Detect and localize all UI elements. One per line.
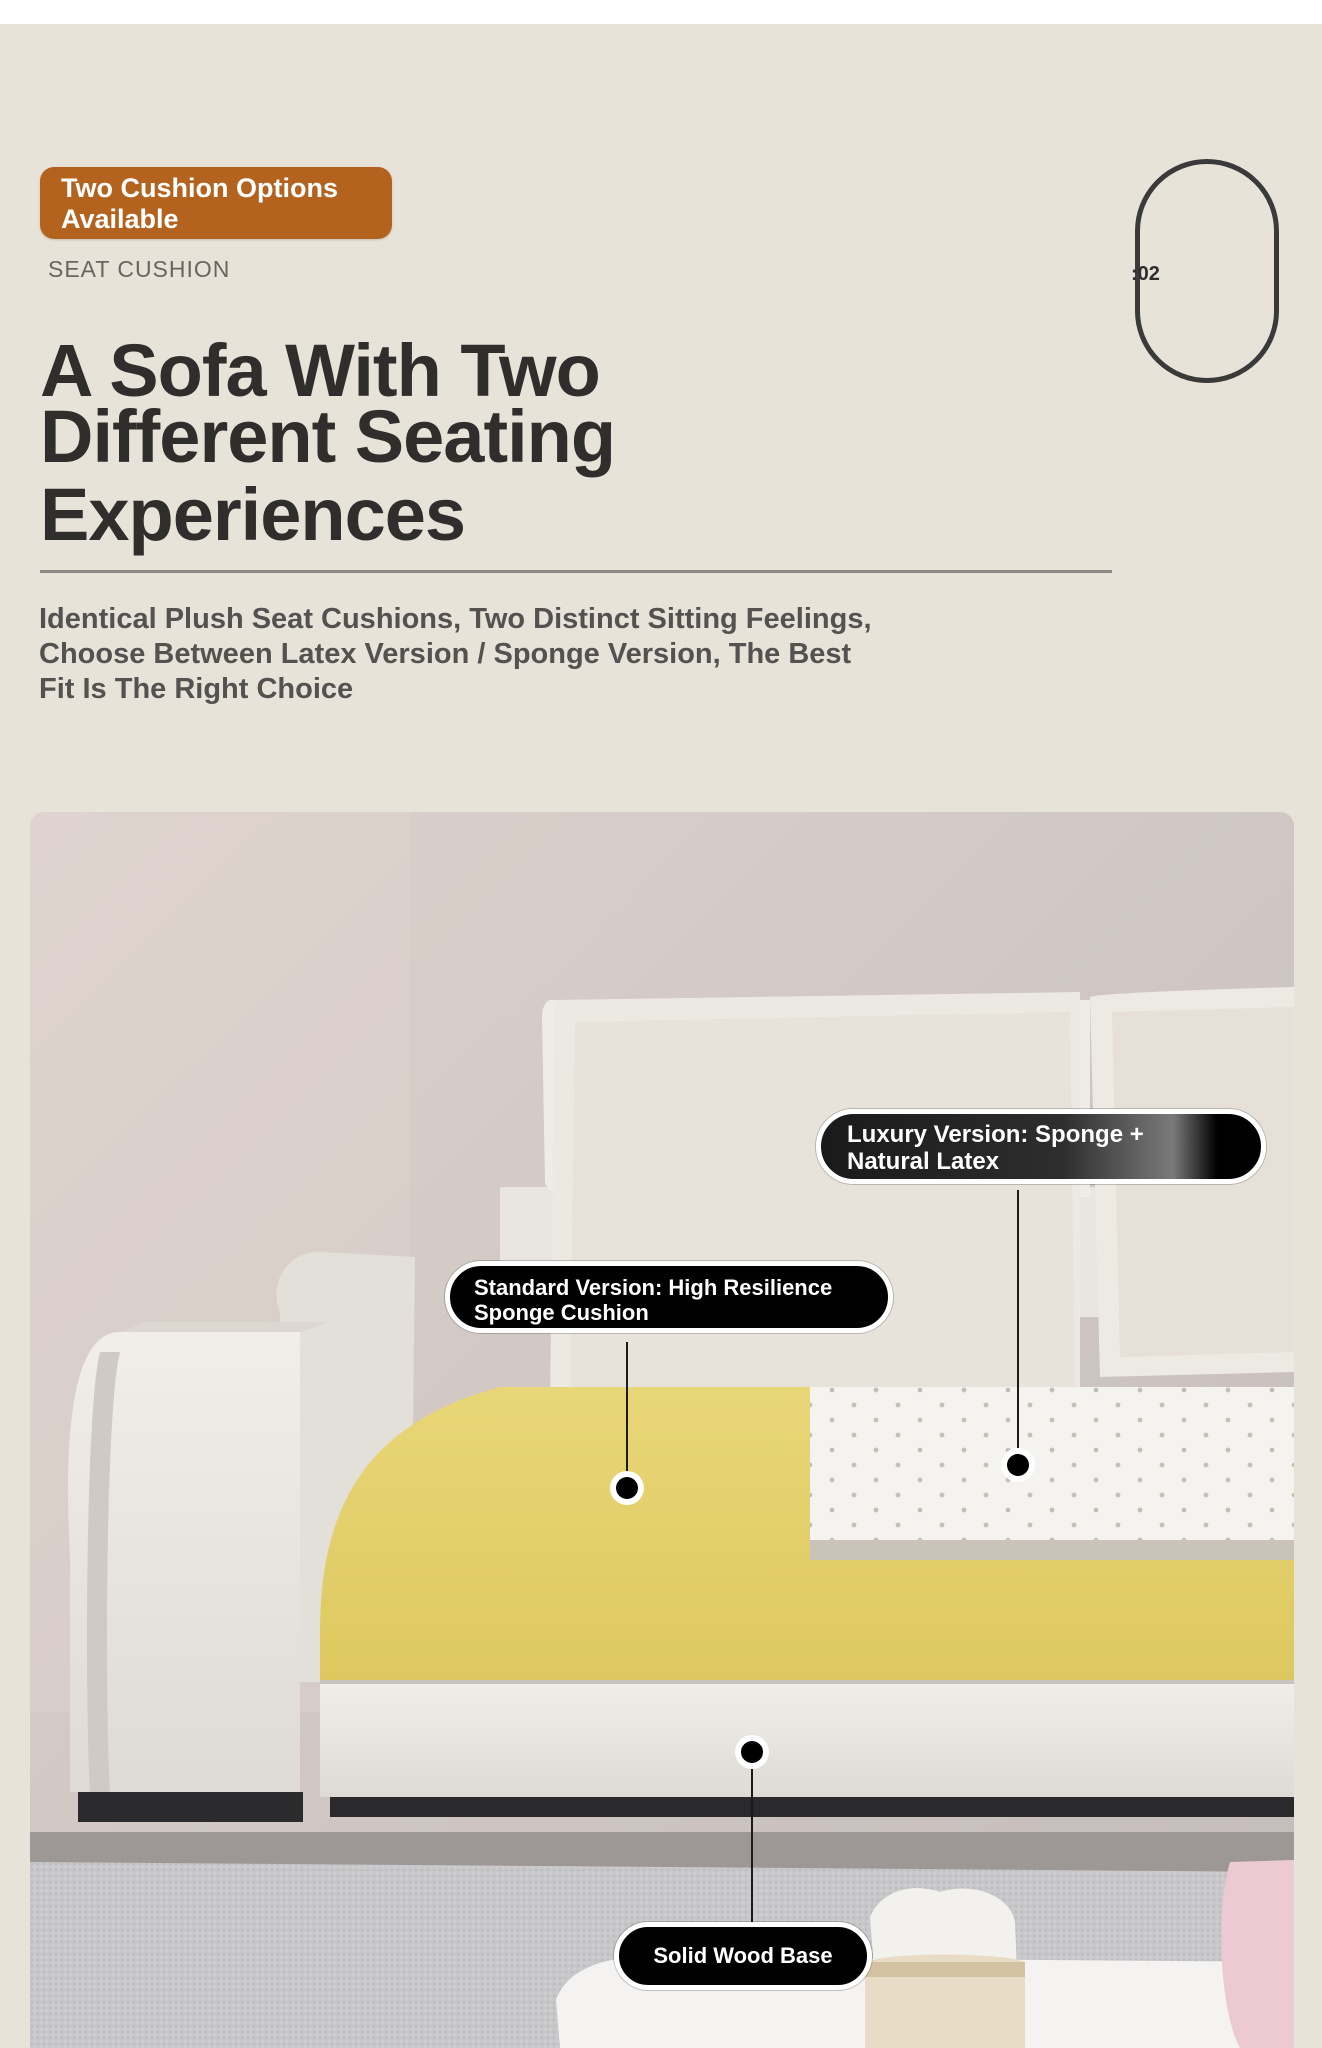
standard-version-callout	[445, 1261, 893, 1333]
description-line-2: Choose Between Latex Version / Sponge Version, The Best	[39, 638, 852, 670]
page-counter: :02	[1131, 263, 1160, 285]
description	[39, 602, 939, 707]
description-line-1: Identical Plush Seat Cushions, Two Distinct Sitting Feelings,	[39, 603, 872, 635]
title-line-1: A Sofa With Two	[40, 329, 600, 412]
standard-callout-line-1: Standard Version: High Resilience	[474, 1275, 833, 1300]
cushion-options-badge	[40, 167, 392, 239]
title-line-2: Different Seating	[40, 395, 616, 478]
description-line-3: Fit Is The Right Choice	[39, 673, 354, 705]
sofa-cutaway-image	[30, 812, 1294, 2048]
product-detail-page	[0, 24, 1322, 2048]
page-title	[40, 329, 800, 556]
title-line-3: Experiences	[40, 473, 466, 556]
luxury-callout-line-2: Natural Latex	[847, 1148, 1000, 1175]
luxury-callout-line-1: Luxury Version: Sponge +	[847, 1121, 1144, 1148]
badge-line-1: Two Cushion Options	[61, 173, 338, 203]
badge-line-2: Available	[61, 204, 179, 234]
divider	[40, 570, 1112, 573]
luxury-version-callout	[816, 1109, 1266, 1184]
solid-wood-base-callout: Solid Wood Base	[614, 1922, 872, 1990]
section-kicker: SEAT CUSHION	[48, 256, 231, 282]
standard-callout-line-2: Sponge Cushion	[474, 1300, 649, 1325]
